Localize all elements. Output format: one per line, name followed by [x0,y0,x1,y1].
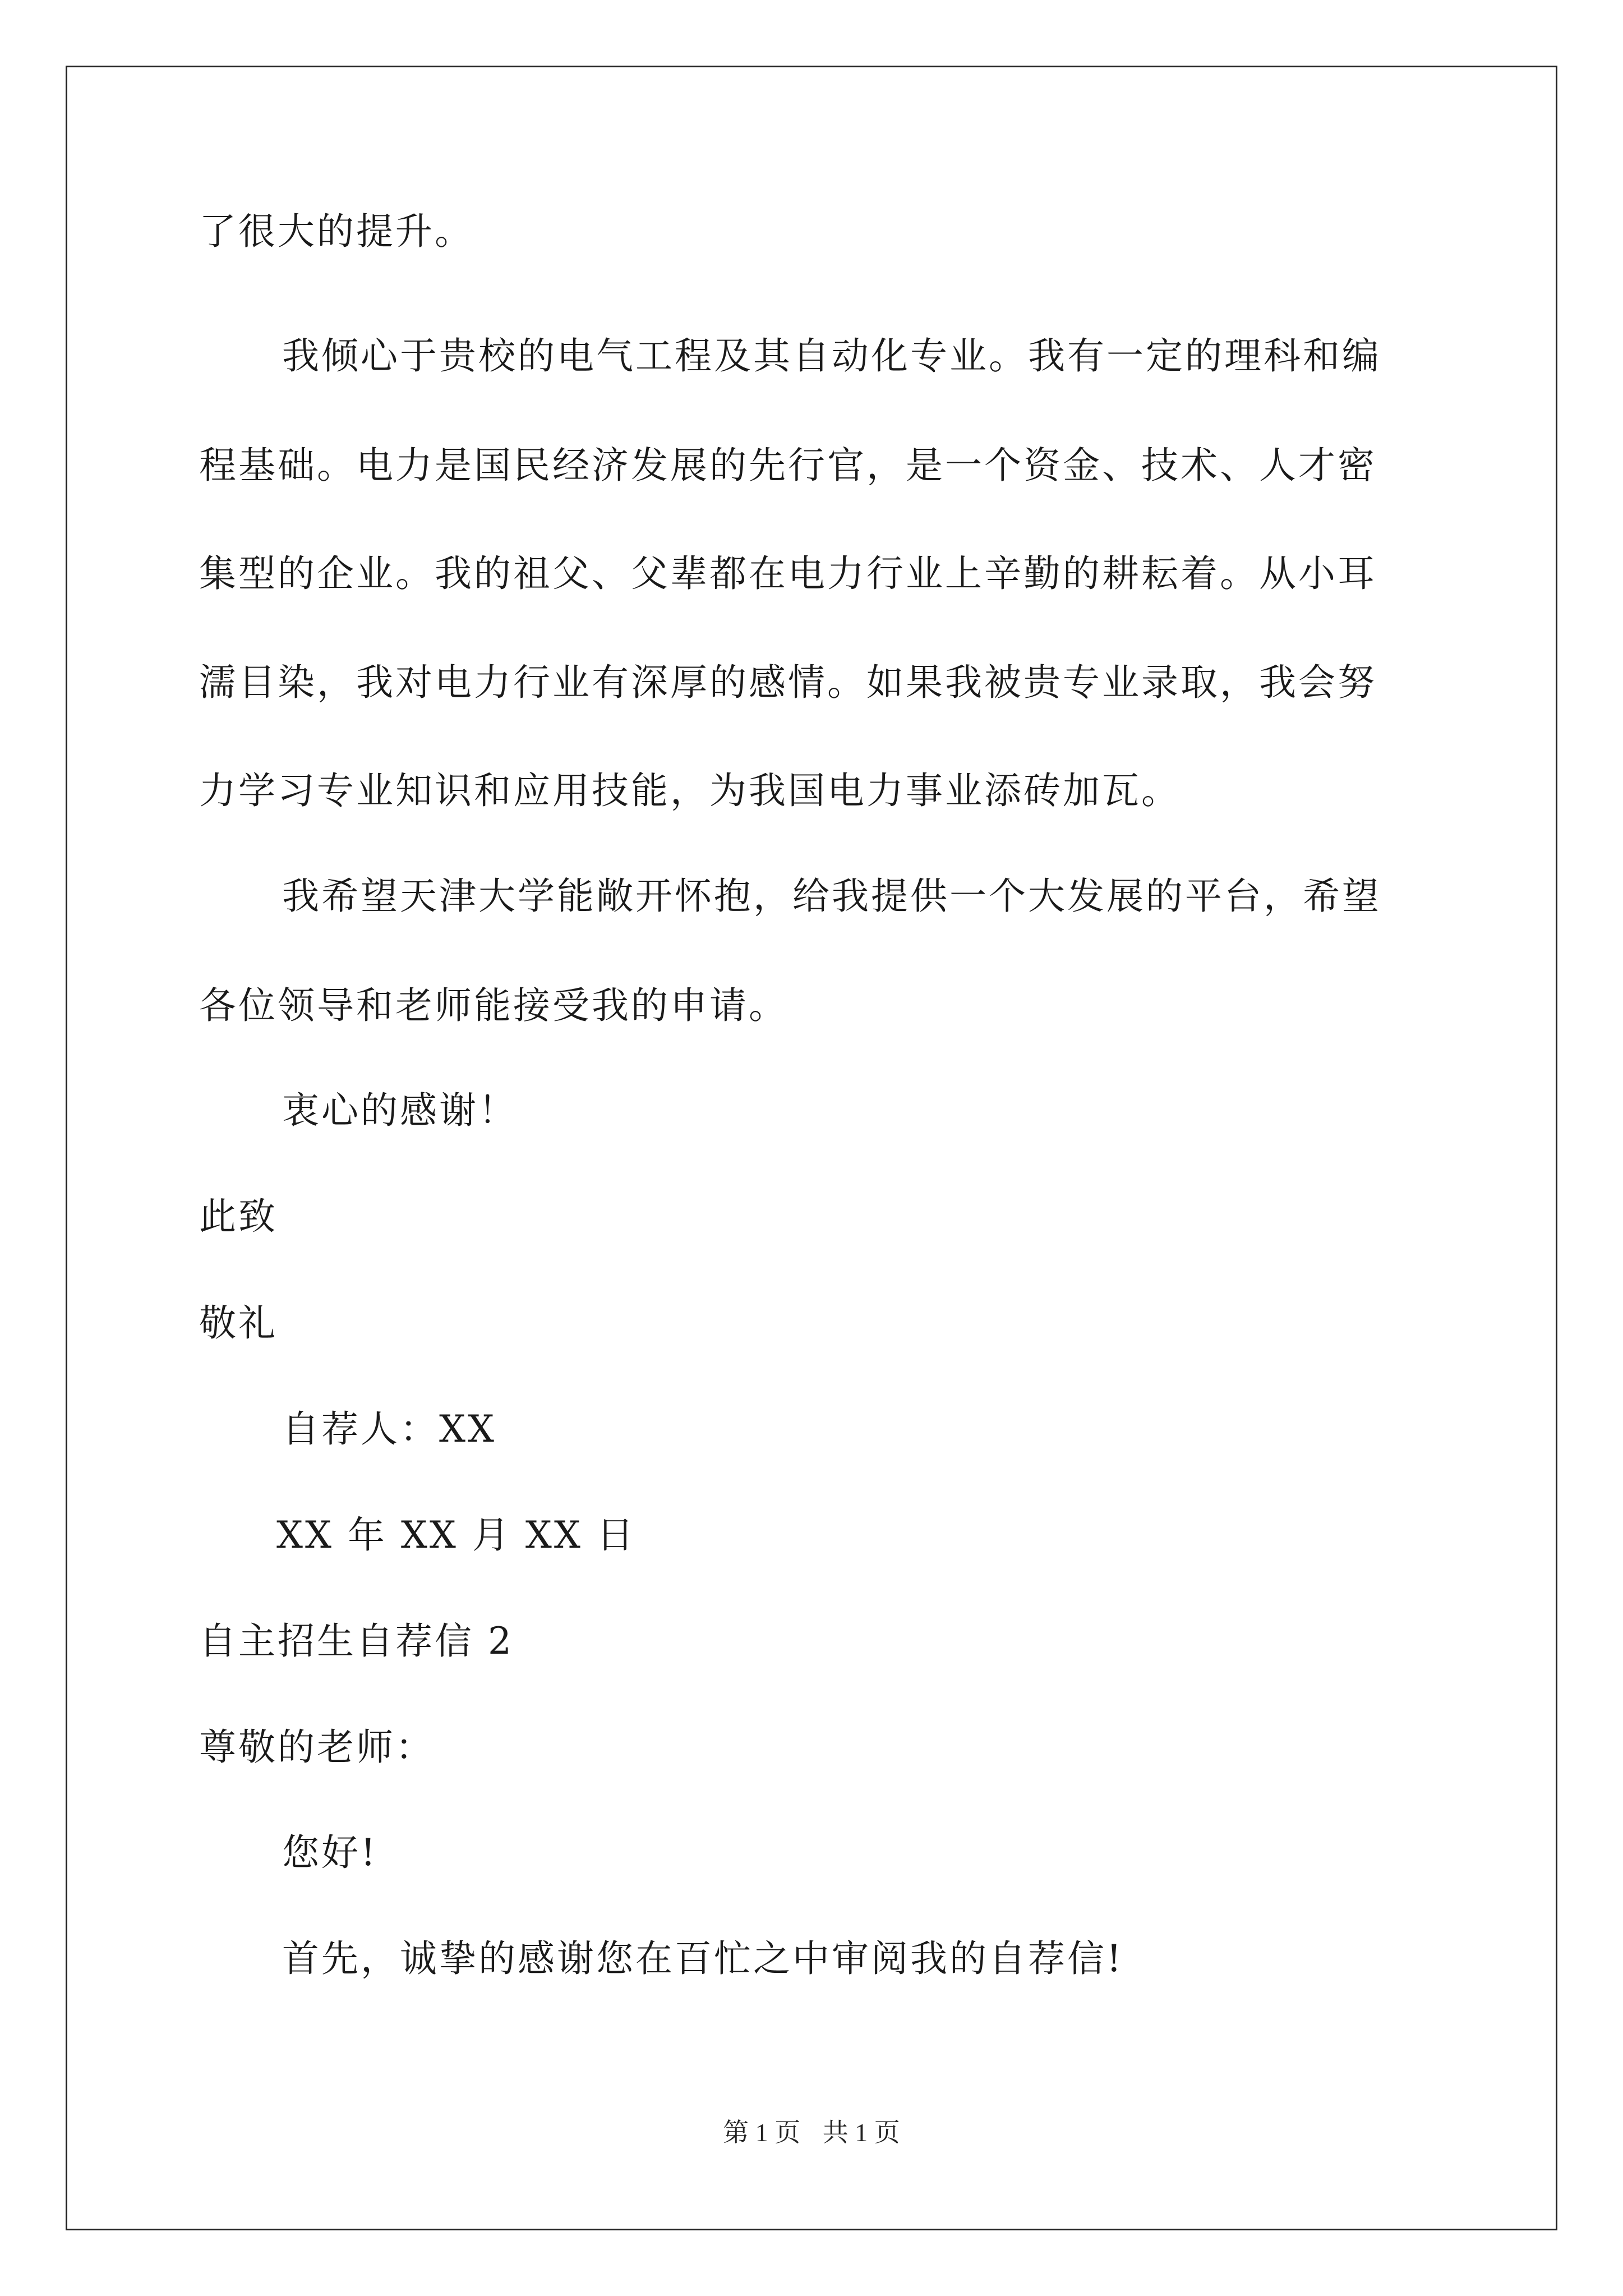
page-frame [66,66,1557,2230]
page-number: 第 1 页 [723,2118,801,2147]
signature-date: XX 年 XX 月 XX 日 [276,1513,636,1557]
paragraph-line: 各位领导和老师能接受我的申请。 [199,984,788,1027]
paragraph-line: 力学习专业知识和应用技能，为我国电力事业添砖加瓦。 [199,769,1181,812]
page-total: 共 1 页 [822,2118,900,2147]
signature-name: 自荐人：XX [282,1407,496,1451]
paragraph-line: 濡目染，我对电力行业有深厚的感情。如果我被贵专业录取，我会努 [199,661,1377,704]
closing-thanks: 衷心的感谢！ [282,1089,518,1132]
page-footer [0,2116,1623,2150]
greeting-line: 尊敬的老师： [199,1726,435,1769]
paragraph-line: 我倾心于贵校的电气工程及其自动化专业。我有一定的理科和编 [282,334,1381,378]
paragraph-line: 首先，诚挚的感谢您在百忙之中审阅我的自荐信! [282,1937,1124,1980]
salutation-line: 敬礼 [199,1301,278,1345]
greeting-line: 您好! [282,1831,378,1874]
paragraph-line: 集型的企业。我的祖父、父辈都在电力行业上辛勤的耕耘着。从小耳 [199,552,1377,595]
paragraph-line: 我希望天津大学能敞开怀抱，给我提供一个大发展的平台，希望 [282,875,1381,918]
paragraph-line: 程基础。电力是国民经济发展的先行官，是一个资金、技术、人才密 [199,444,1377,487]
section-title: 自主招生自荐信 2 [199,1619,514,1663]
salutation-line: 此致 [199,1195,278,1238]
paragraph-line: 了很大的提升。 [199,210,474,253]
